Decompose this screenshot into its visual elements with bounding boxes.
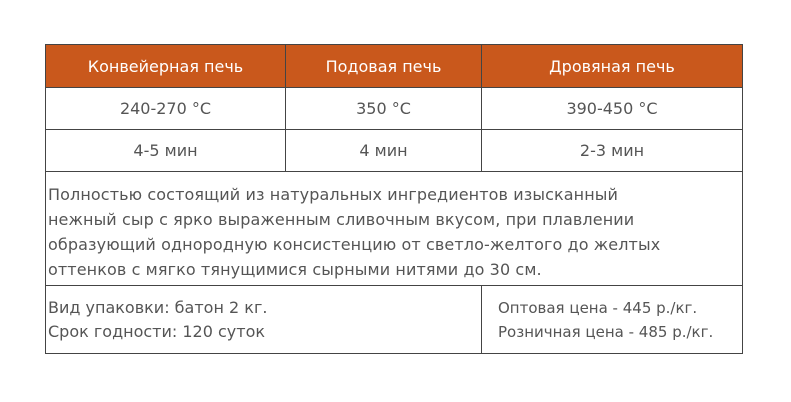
wholesale-price: Оптовая цена - 445 р./кг.: [498, 299, 698, 317]
price-info: [481, 286, 742, 353]
temperature-deck: 350 °C: [285, 88, 481, 129]
description-row: [46, 171, 742, 285]
package-type: Вид упаковки: батон 2 кг.: [48, 298, 268, 317]
packaging-info: [46, 286, 481, 353]
retail-price: Розничная цена - 485 р./кг.: [498, 323, 714, 341]
product-description: [46, 172, 660, 285]
time-wood: 2-3 мин: [481, 130, 742, 171]
table-header-row: [46, 45, 742, 87]
description-line: оттенков с мягко тянущимися сырными нитями до 30 см.: [48, 260, 542, 279]
product-info-table: [45, 44, 743, 354]
temperature-row: [46, 87, 742, 129]
header-deck-oven: Подовая печь: [285, 45, 481, 87]
time-deck: 4 мин: [285, 130, 481, 171]
time-row: [46, 129, 742, 171]
description-line: Полностью состоящий из натуральных ингредиентов изысканный: [48, 185, 618, 204]
description-line: нежный сыр с ярко выраженным сливочным вкусом, при плавлении: [48, 210, 635, 229]
temperature-wood: 390-450 °C: [481, 88, 742, 129]
packaging-row: [46, 285, 742, 353]
header-conveyor-oven: Конвейерная печь: [87, 57, 244, 76]
header-wood-oven: Дровяная печь: [481, 45, 742, 87]
temperature-conveyor: 240-270 °C: [119, 99, 212, 118]
shelf-life: Срок годности: 120 суток: [48, 322, 266, 341]
time-conveyor: 4-5 мин: [133, 141, 198, 160]
description-line: образующий однородную консистенцию от светло-желтого до желтых: [48, 235, 661, 254]
